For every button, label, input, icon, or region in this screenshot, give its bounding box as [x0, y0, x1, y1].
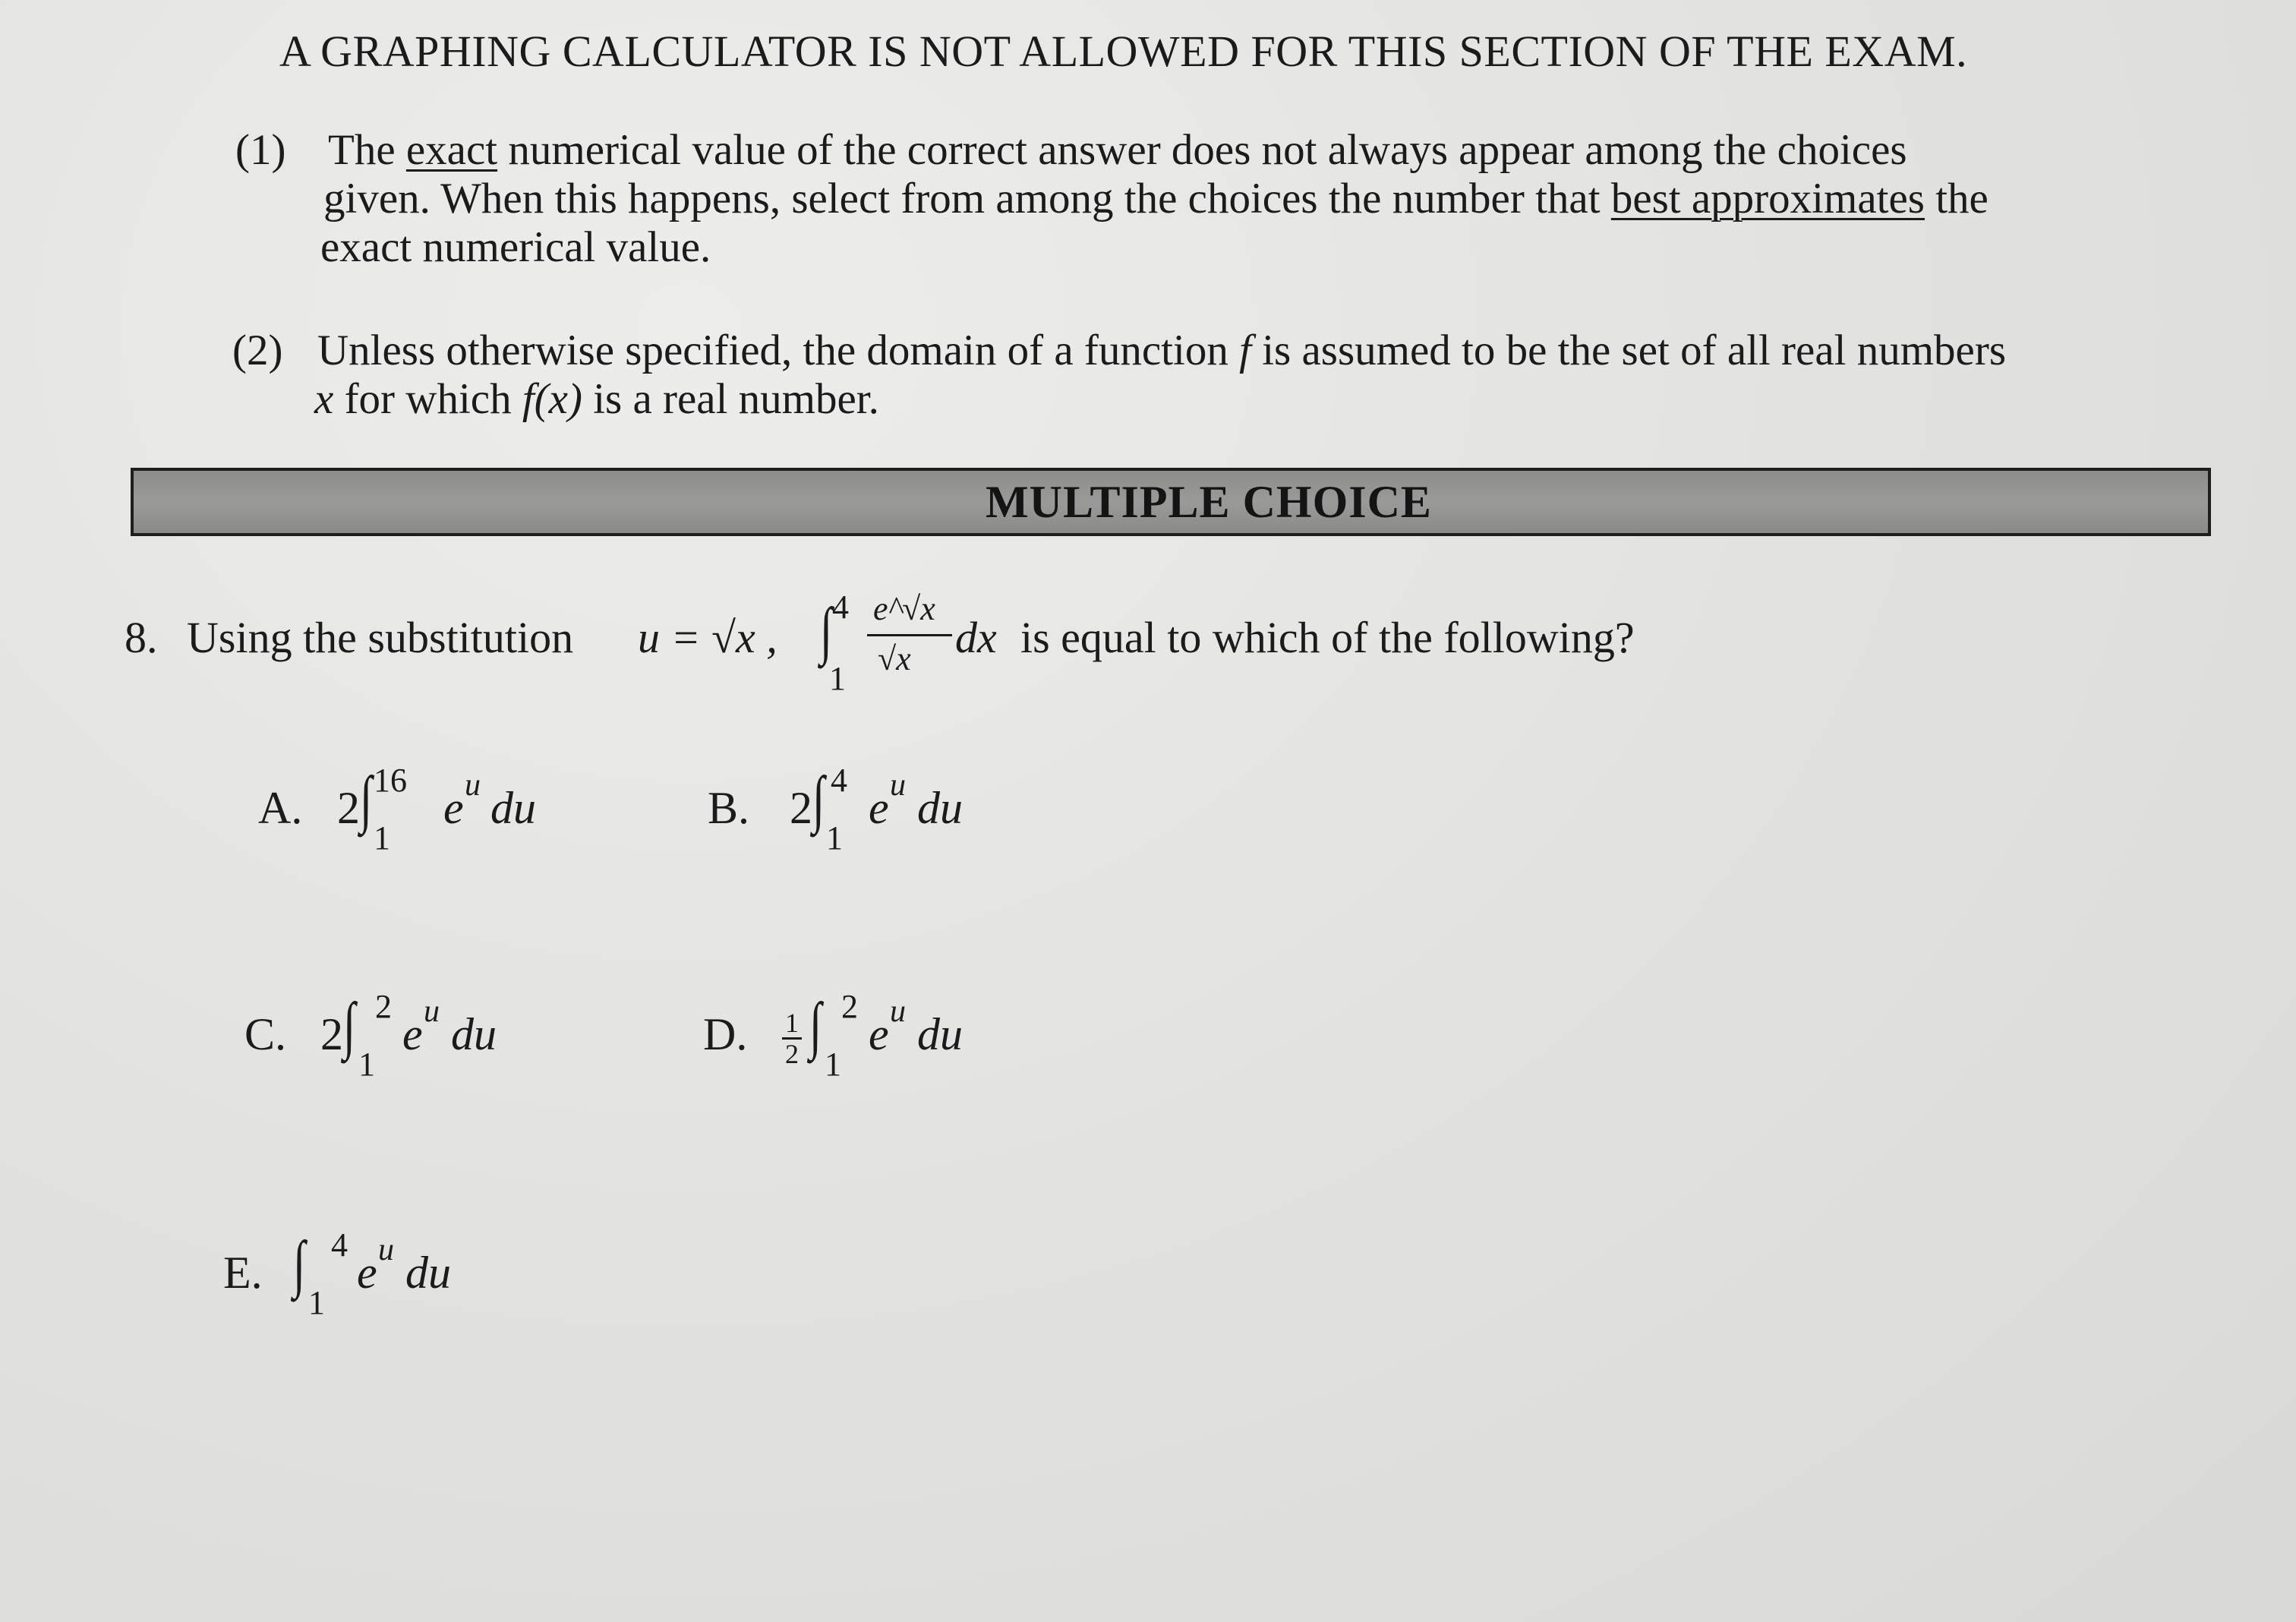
- differential: du: [490, 783, 536, 833]
- instruction-number: (2): [232, 327, 283, 374]
- instruction-line: [317, 327, 2006, 375]
- choice-label: B.: [708, 783, 750, 833]
- text-run: Unless otherwise specified, the domain of a function: [317, 327, 1240, 374]
- section-header-bar: [131, 468, 2211, 536]
- choice-b[interactable]: [708, 762, 1027, 873]
- integral-sign-icon: ∫: [812, 764, 825, 835]
- choice-label: D.: [703, 1009, 748, 1059]
- choice-label: C.: [244, 1009, 287, 1059]
- question-8: [125, 589, 1795, 699]
- text-run: for which: [333, 375, 522, 423]
- integrand-exponent: u: [378, 1232, 394, 1267]
- differential: dx: [955, 613, 997, 662]
- text-run: given. When this happens, select from among the choices the number that: [323, 175, 1611, 222]
- coefficient: 2: [790, 783, 812, 833]
- differential: du: [917, 783, 963, 833]
- choice-c[interactable]: [244, 988, 548, 1100]
- instruction-line: [328, 126, 1988, 175]
- integral-sign-icon: ∫: [809, 990, 822, 1061]
- integrand-numerator: e^√x: [873, 590, 935, 627]
- integrand-base: e: [869, 783, 889, 833]
- text-run: exact numerical value.: [320, 223, 711, 271]
- integrand-base: e: [869, 1009, 889, 1059]
- integrand-base: e: [357, 1248, 377, 1298]
- upper-limit: 2: [841, 988, 858, 1025]
- differential: du: [451, 1009, 497, 1059]
- fraction-numerator: 1: [782, 1008, 802, 1040]
- text-run: is a real number.: [582, 375, 879, 423]
- differential: du: [917, 1009, 963, 1059]
- coefficient-fraction: [782, 1008, 802, 1068]
- instruction-line: [314, 375, 2006, 424]
- choice-label: E.: [223, 1248, 263, 1298]
- choice-a[interactable]: [258, 762, 577, 873]
- text-run: The: [328, 126, 406, 174]
- integrand-base: e: [443, 783, 464, 833]
- instruction-text: [320, 126, 1988, 272]
- upper-limit: 16: [374, 762, 407, 799]
- lower-limit: 1: [358, 1046, 375, 1083]
- choice-label: A.: [258, 783, 303, 833]
- question-prefix: Using the substitution: [187, 613, 574, 662]
- fraction-denominator: 2: [785, 1039, 799, 1069]
- question-number: 8.: [125, 613, 158, 662]
- integral-sign-icon: ∫: [360, 764, 373, 835]
- fraction-bar: [867, 634, 952, 636]
- integrand-exponent: u: [890, 768, 906, 803]
- integral-sign-icon: ∫: [343, 990, 356, 1061]
- question-suffix: is equal to which of the following?: [1020, 613, 1635, 662]
- upper-limit: 4: [331, 1226, 348, 1264]
- integral-lower-limit: 1: [829, 660, 846, 697]
- coefficient: 2: [337, 783, 360, 833]
- differential: du: [405, 1248, 451, 1298]
- text-run: numerical value of the correct answer does not always appear among the choices: [497, 126, 1907, 174]
- integral-sign-icon: ∫: [293, 1229, 306, 1299]
- math-symbol: f: [1239, 327, 1251, 374]
- math-symbol: x: [314, 375, 334, 423]
- integrand-exponent: u: [465, 768, 481, 803]
- integrand-exponent: u: [890, 994, 906, 1029]
- text-run: the: [1924, 175, 1988, 222]
- math-symbol: f(x): [522, 375, 582, 423]
- underlined-word: exact: [405, 126, 498, 174]
- underlined-word: best approximates: [1610, 175, 1925, 222]
- section-header: MULTIPLE CHOICE: [986, 476, 1432, 527]
- text-run: is assumed to be the set of all real numbers: [1250, 327, 2007, 374]
- instruction-text: [314, 327, 2007, 424]
- substitution: u = √x ,: [638, 613, 777, 662]
- instruction-number: (1): [235, 126, 286, 174]
- upper-limit: 2: [375, 988, 392, 1025]
- integrand-exponent: u: [424, 994, 440, 1029]
- integrand-base: e: [402, 1009, 423, 1059]
- integral-sign-icon: ∫: [820, 595, 833, 666]
- lower-limit: 1: [825, 1046, 841, 1083]
- instruction-line: [320, 223, 1988, 272]
- instruction-line: [323, 175, 1988, 223]
- choice-e[interactable]: [223, 1226, 497, 1338]
- lower-limit: 1: [826, 819, 843, 857]
- upper-limit: 4: [831, 762, 847, 799]
- calculator-banner: A GRAPHING CALCULATOR IS NOT ALLOWED FOR THIS SECTION OF THE EXAM.: [279, 27, 1968, 76]
- integrand-denominator: √x: [878, 640, 911, 677]
- choice-d[interactable]: [703, 988, 1022, 1100]
- coefficient: 2: [320, 1009, 343, 1059]
- integral-upper-limit: 4: [832, 589, 849, 626]
- lower-limit: 1: [374, 819, 390, 857]
- lower-limit: 1: [308, 1284, 325, 1321]
